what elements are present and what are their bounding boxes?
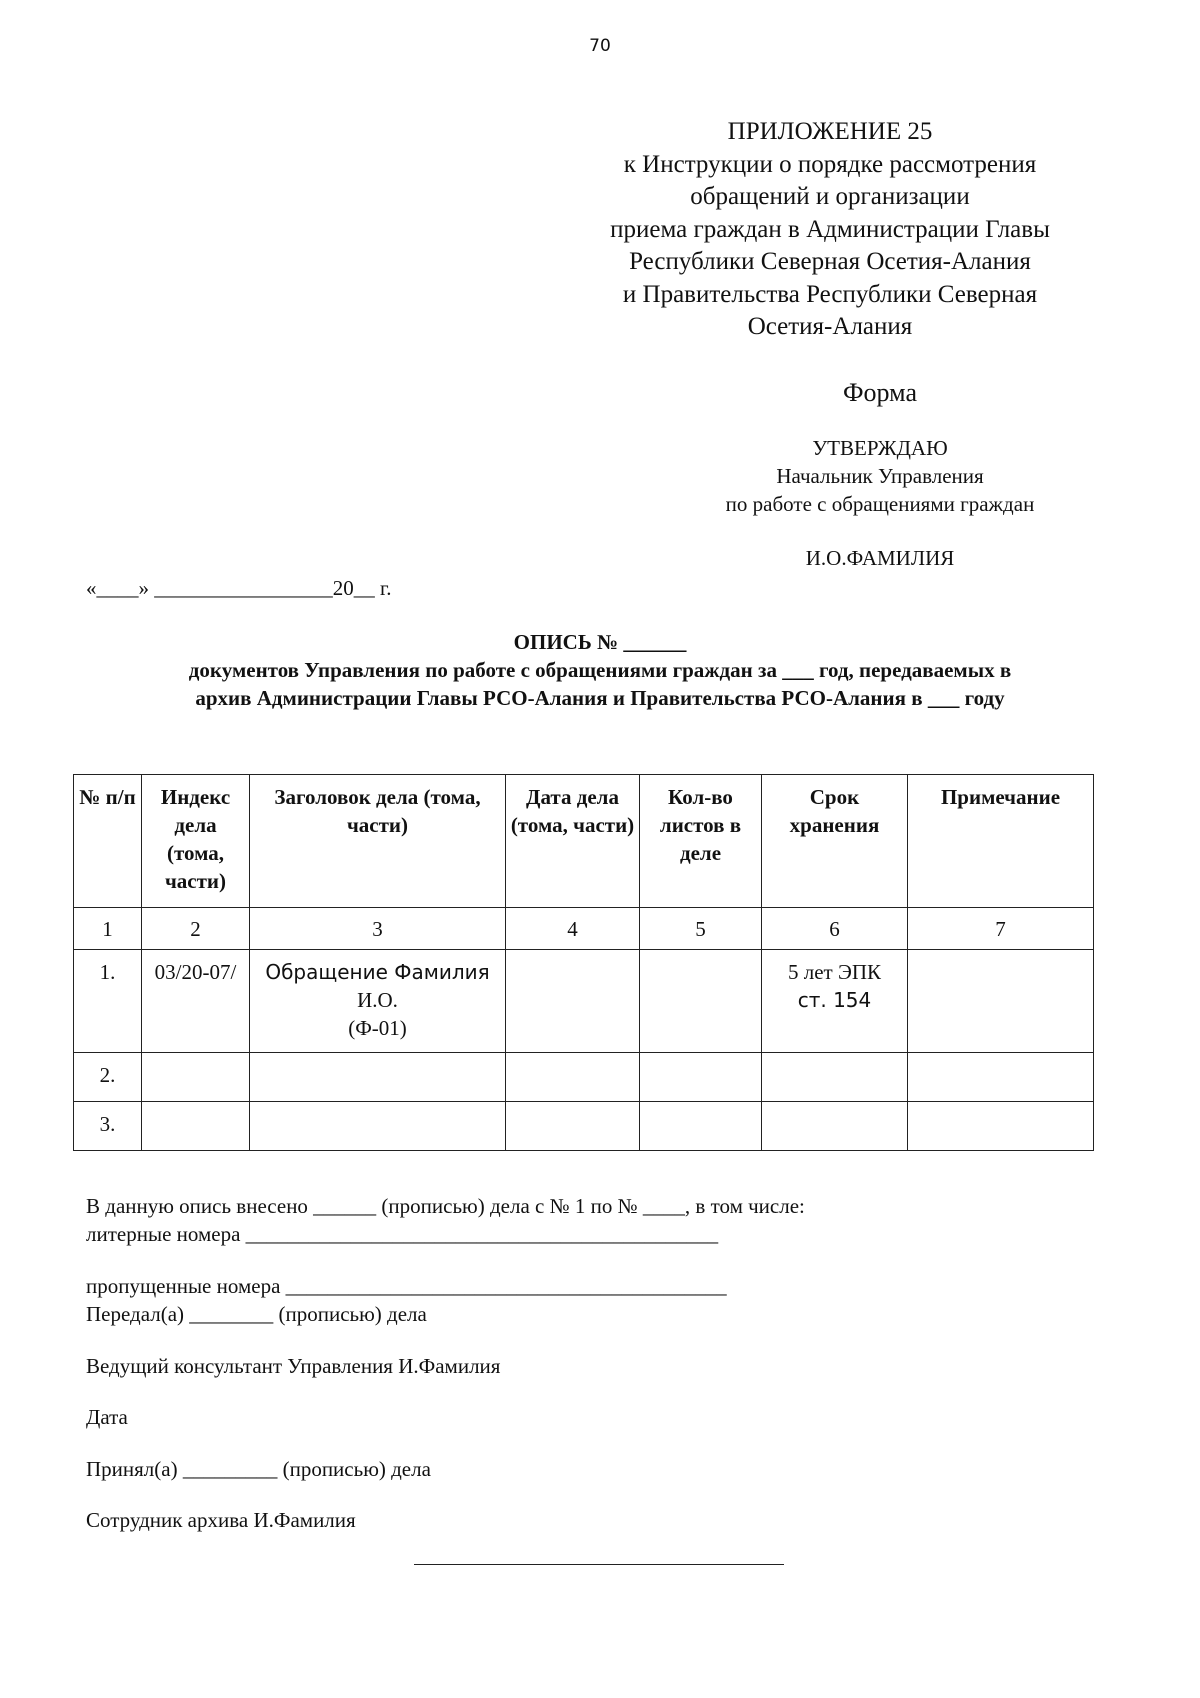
form-label: Форма bbox=[843, 378, 917, 407]
approval-block bbox=[660, 434, 1100, 518]
appendix-line: Осетия-Алания bbox=[747, 313, 913, 340]
table-header: Индекс дела (тома, части) bbox=[142, 775, 250, 908]
column-number: 4 bbox=[506, 908, 640, 950]
table-cell bbox=[142, 1102, 250, 1151]
table-cell bbox=[908, 1102, 1094, 1151]
row-number: 3. bbox=[74, 1102, 142, 1151]
table-cell bbox=[506, 1053, 640, 1102]
footer-literal-numbers: литерные номера _____________________________________________ bbox=[86, 1222, 719, 1246]
table-header-row bbox=[74, 775, 1094, 908]
footer-summary: В данную опись внесено ______ (прописью) дела с № 1 по № ____, в том числе: bbox=[86, 1194, 805, 1218]
footer-consultant: Ведущий консультант Управления И.Фамилия bbox=[86, 1354, 501, 1378]
document-title-line: архив Администрации Главы РСО-Алания и Правительства РСО-Алания в ___ году bbox=[195, 686, 1005, 710]
table-header: Заголовок дела (тома, части) bbox=[250, 775, 506, 908]
table-header: Дата дела (тома, части) bbox=[506, 775, 640, 908]
table-cell bbox=[640, 1053, 762, 1102]
footer-handed-over: Передал(а) ________ (прописью) дела bbox=[86, 1302, 427, 1326]
storage-period-line: 5 лет ЭПК bbox=[787, 960, 881, 984]
table-cell bbox=[250, 1053, 506, 1102]
column-number: 6 bbox=[762, 908, 908, 950]
row-number: 1. bbox=[74, 950, 142, 1053]
appendix-line: приема граждан в Администрации Главы bbox=[610, 215, 1050, 243]
sheet-count bbox=[640, 950, 762, 1053]
column-number-row bbox=[74, 908, 1094, 950]
appendix-line: обращений и организации bbox=[690, 183, 970, 210]
approval-name: И.О.ФАМИЛИЯ bbox=[805, 546, 955, 570]
approval-position: по работе с обращениями граждан bbox=[725, 492, 1035, 516]
appendix-line: к Инструкции о порядке рассмотрения bbox=[623, 150, 1037, 178]
document-title bbox=[60, 628, 1140, 712]
storage-period bbox=[762, 950, 908, 1053]
case-title-line: (Ф-01) bbox=[348, 1016, 407, 1040]
footer-missing-numbers: пропущенные номера __________________________________________ bbox=[86, 1274, 727, 1298]
table-row bbox=[74, 1053, 1094, 1102]
case-date bbox=[506, 950, 640, 1053]
appendix-line: ПРИЛОЖЕНИЕ 25 bbox=[727, 118, 933, 145]
table-cell bbox=[908, 1053, 1094, 1102]
appendix-line: Республики Северная Осетия-Алания bbox=[629, 248, 1031, 275]
document-title-line: ОПИСЬ № ______ bbox=[513, 630, 687, 654]
table-header: Примечание bbox=[908, 775, 1094, 908]
column-number: 2 bbox=[142, 908, 250, 950]
case-index: 03/20-07/ bbox=[142, 950, 250, 1053]
column-number: 1 bbox=[74, 908, 142, 950]
approval-position: Начальник Управления bbox=[776, 464, 984, 488]
storage-period-line: ст. 154 bbox=[797, 988, 872, 1012]
case-title-line: И.О. bbox=[357, 988, 398, 1012]
footer-received: Принял(а) _________ (прописью) дела bbox=[86, 1457, 431, 1481]
table-cell bbox=[506, 1102, 640, 1151]
column-number: 7 bbox=[908, 908, 1094, 950]
table-cell bbox=[640, 1102, 762, 1151]
page-number: 70 bbox=[589, 36, 611, 56]
signature-line bbox=[414, 1564, 784, 1565]
appendix-line: и Правительства Республики Северная bbox=[622, 280, 1038, 308]
case-title bbox=[250, 950, 506, 1053]
table-cell bbox=[142, 1053, 250, 1102]
table-cell bbox=[762, 1102, 908, 1151]
column-number: 3 bbox=[250, 908, 506, 950]
inventory-table bbox=[73, 774, 1094, 1151]
table-header: Срок хранения bbox=[762, 775, 908, 908]
column-number: 5 bbox=[640, 908, 762, 950]
date-line: «____» _________________20__ г. bbox=[86, 576, 392, 600]
footer-date: Дата bbox=[86, 1405, 128, 1429]
case-title-line: Обращение Фамилия bbox=[265, 960, 490, 984]
table-cell bbox=[250, 1102, 506, 1151]
table-row bbox=[74, 1102, 1094, 1151]
approval-title: УТВЕРЖДАЮ bbox=[812, 436, 948, 460]
case-note bbox=[908, 950, 1094, 1053]
table-header: № п/п bbox=[74, 775, 142, 908]
document-title-line: документов Управления по работе с обращениями граждан за ___ год, передаваемых в bbox=[188, 658, 1012, 682]
footer-archive-staff: Сотрудник архива И.Фамилия bbox=[86, 1508, 356, 1532]
table-cell bbox=[762, 1053, 908, 1102]
appendix-header bbox=[560, 116, 1100, 344]
table-row bbox=[74, 950, 1094, 1053]
row-number: 2. bbox=[74, 1053, 142, 1102]
table-header: Кол-во листов в деле bbox=[640, 775, 762, 908]
